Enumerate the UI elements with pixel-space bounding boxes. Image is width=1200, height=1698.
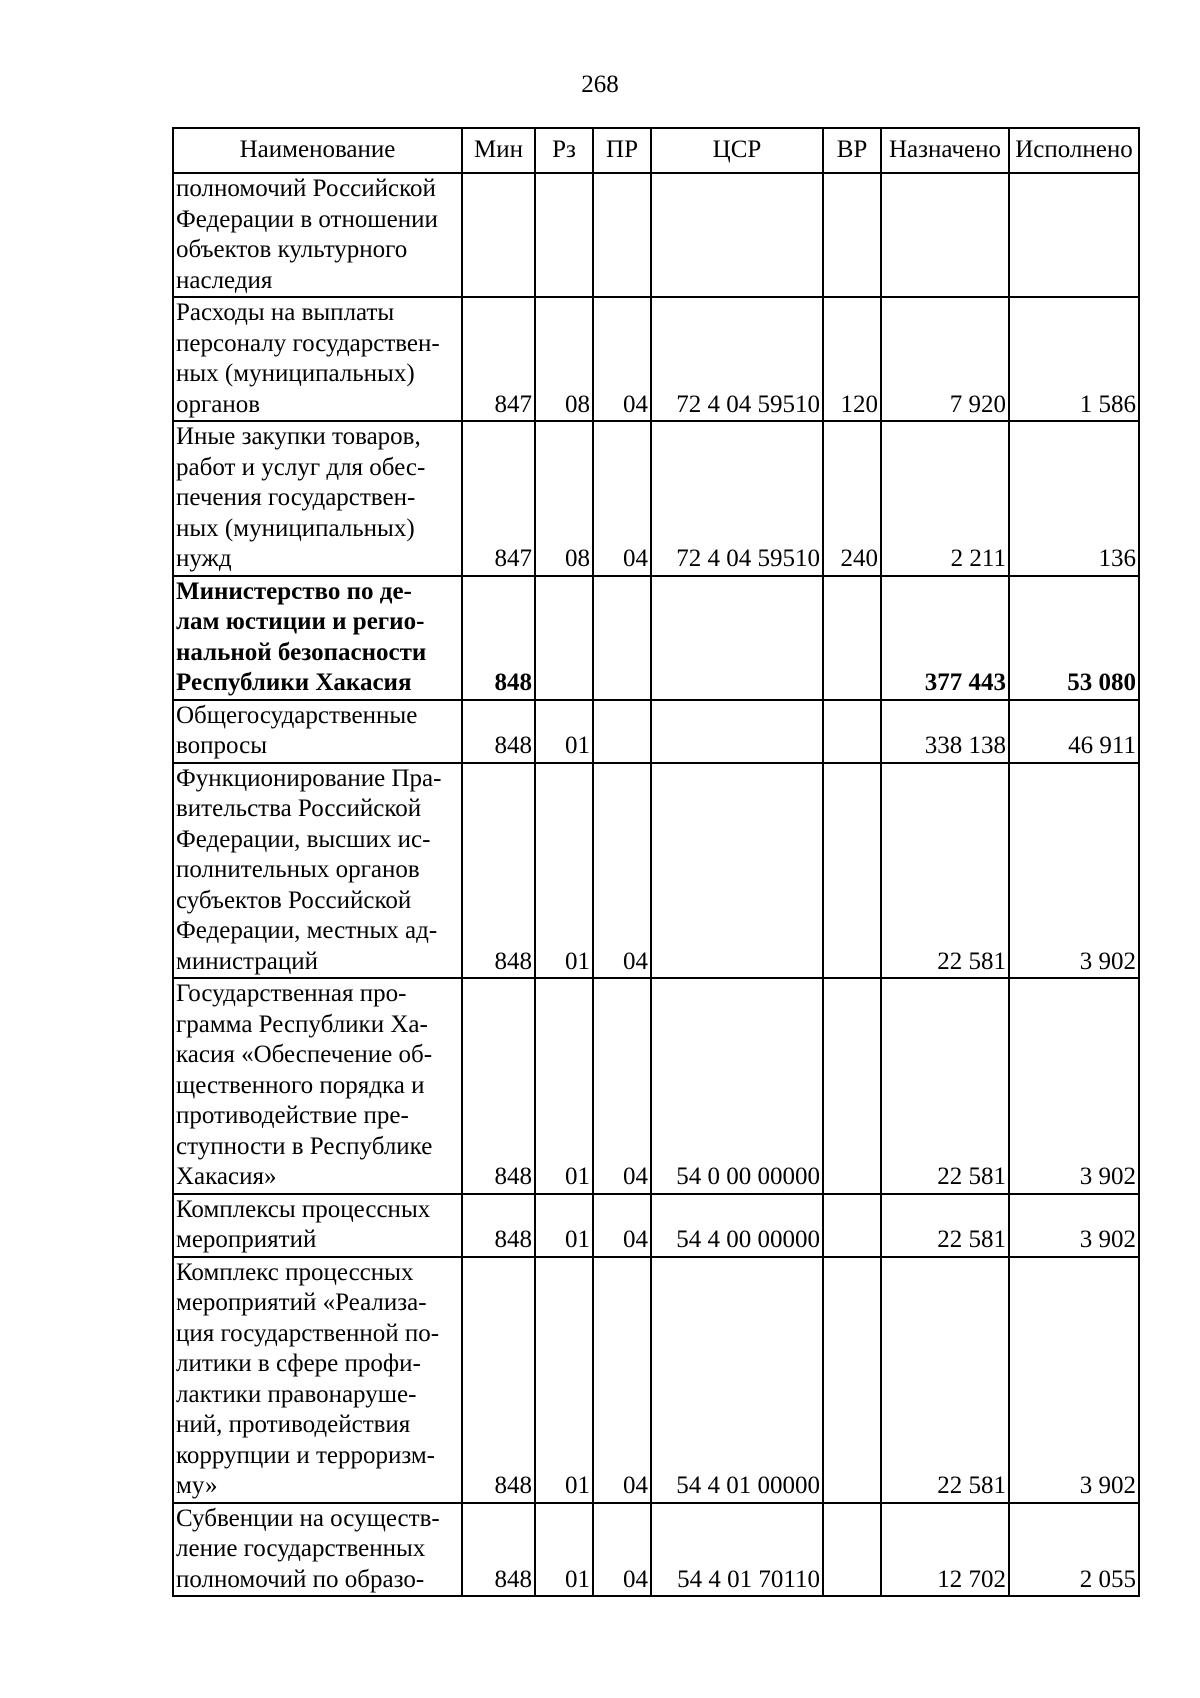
cell-name-line: ных (муниципальных) — [176, 514, 415, 542]
cell-csr: 54 4 01 00000 — [651, 1257, 823, 1503]
cell-name-line: Иные закупки товаров, — [176, 423, 421, 450]
header-rz: Рз — [535, 128, 593, 173]
table-row — [173, 576, 1139, 700]
cell-csr: 72 4 04 59510 — [651, 421, 823, 576]
table-row — [173, 1503, 1139, 1597]
cell-rz: 01 — [535, 763, 593, 979]
table-body — [173, 173, 1139, 1596]
cell-rz: 08 — [535, 297, 593, 421]
cell-name-line: мероприятий «Реализа- — [176, 1289, 427, 1316]
cell-pr — [593, 173, 651, 297]
table-row — [173, 1257, 1139, 1503]
cell-pr: 04 — [593, 1257, 651, 1503]
table-row — [173, 297, 1139, 421]
cell-rz: 08 — [535, 421, 593, 576]
table-row — [173, 173, 1139, 297]
cell-assigned: 22 581 — [881, 763, 1009, 979]
cell-vr — [823, 978, 881, 1194]
cell-name-line: лам юстиции и регио- — [176, 608, 425, 635]
header-name: Наименование — [173, 128, 462, 173]
cell-name — [173, 763, 462, 979]
cell-assigned: 7 920 — [881, 297, 1009, 421]
cell-name-line: объектов культурного — [176, 236, 408, 263]
cell-name-line: лактики правонаруше- — [176, 1380, 417, 1408]
header-csr: ЦСР — [651, 128, 823, 173]
cell-name-line: Федерации, высших ис- — [176, 825, 431, 853]
cell-name-line: му» — [176, 1472, 218, 1499]
cell-pr — [593, 700, 651, 763]
table-row — [173, 978, 1139, 1194]
cell-min: 848 — [462, 1503, 535, 1597]
cell-name — [173, 576, 462, 700]
cell-name — [173, 1257, 462, 1503]
cell-csr — [651, 173, 823, 297]
cell-rz — [535, 173, 593, 297]
cell-name-line: министраций — [176, 947, 319, 975]
cell-vr — [823, 173, 881, 297]
cell-executed: 53 080 — [1009, 576, 1139, 700]
table-row — [173, 763, 1139, 979]
cell-name-line: грамма Республики Ха- — [176, 1010, 428, 1038]
cell-name-line: Функционирование Пра- — [176, 764, 442, 792]
cell-assigned: 338 138 — [881, 700, 1009, 763]
cell-rz: 01 — [535, 1194, 593, 1257]
cell-name-line: противодействие пре- — [176, 1102, 409, 1129]
cell-name-line: Расходы на выплаты — [176, 299, 395, 326]
cell-csr: 54 0 00 00000 — [651, 978, 823, 1194]
cell-csr — [651, 763, 823, 979]
cell-min — [462, 173, 535, 297]
cell-pr: 04 — [593, 978, 651, 1194]
cell-csr — [651, 700, 823, 763]
cell-name — [173, 1503, 462, 1597]
cell-name — [173, 421, 462, 576]
cell-vr — [823, 1503, 881, 1597]
cell-name-line: нужд — [176, 545, 232, 572]
cell-name — [173, 1194, 462, 1257]
table-row — [173, 1194, 1139, 1257]
cell-pr: 04 — [593, 1503, 651, 1597]
cell-name-line: щественного порядка и — [176, 1071, 425, 1099]
cell-name-line: мероприятий — [176, 1226, 317, 1253]
cell-vr: 120 — [823, 297, 881, 421]
cell-name — [173, 173, 462, 297]
header-pr: ПР — [593, 128, 651, 173]
cell-assigned: 22 581 — [881, 978, 1009, 1194]
cell-name-line: Федерации, местных ад- — [176, 917, 438, 944]
cell-name-line: полномочий Российской — [176, 175, 436, 202]
cell-vr — [823, 1257, 881, 1503]
cell-csr — [651, 576, 823, 700]
cell-assigned: 2 211 — [881, 421, 1009, 576]
cell-pr — [593, 576, 651, 700]
cell-name-line: Общегосударственные — [176, 701, 418, 729]
cell-pr: 04 — [593, 297, 651, 421]
cell-name-line: вопросы — [176, 732, 268, 759]
cell-vr — [823, 576, 881, 700]
cell-name-line: наследия — [176, 266, 273, 294]
cell-rz: 01 — [535, 700, 593, 763]
cell-executed: 3 902 — [1009, 1257, 1139, 1503]
cell-vr — [823, 700, 881, 763]
table-row — [173, 700, 1139, 763]
cell-name-line: Государственная про- — [176, 980, 407, 1007]
cell-name — [173, 978, 462, 1194]
header-min: Мин — [462, 128, 535, 173]
cell-name-line: Комплексы процессных — [176, 1195, 431, 1223]
cell-name-line: полномочий по образо- — [176, 1565, 425, 1593]
cell-pr: 04 — [593, 763, 651, 979]
cell-name-line: работ и услуг для обес- — [176, 453, 426, 481]
cell-executed: 3 902 — [1009, 763, 1139, 979]
cell-name-line: Комплекс процессных — [176, 1258, 414, 1286]
budget-table — [172, 127, 1140, 1597]
cell-vr — [823, 763, 881, 979]
cell-rz — [535, 576, 593, 700]
cell-name-line: ление государственных — [176, 1535, 426, 1562]
header-assigned: Назначено — [881, 128, 1009, 173]
cell-executed: 2 055 — [1009, 1503, 1139, 1597]
cell-name-line: полнительных органов — [176, 856, 420, 883]
cell-rz: 01 — [535, 1257, 593, 1503]
cell-name-line: Хакасия» — [176, 1163, 277, 1190]
cell-name-line: Федерации в отношении — [176, 205, 438, 233]
cell-assigned — [881, 173, 1009, 297]
cell-name-line: литики в сфере профи- — [176, 1350, 421, 1377]
cell-name — [173, 297, 462, 421]
cell-executed — [1009, 173, 1139, 297]
cell-csr: 54 4 01 70110 — [651, 1503, 823, 1597]
cell-name-line: органов — [176, 390, 261, 418]
cell-name-line: касия «Обеспечение об- — [176, 1041, 433, 1068]
cell-min: 848 — [462, 763, 535, 979]
cell-name-line: нальной безопасности — [176, 638, 427, 666]
cell-name-line: ступности в Республике — [176, 1132, 433, 1160]
cell-assigned: 12 702 — [881, 1503, 1009, 1597]
cell-name — [173, 700, 462, 763]
cell-executed: 46 911 — [1009, 700, 1139, 763]
cell-name-line: Республики Хакасия — [176, 669, 412, 696]
cell-assigned: 22 581 — [881, 1257, 1009, 1503]
cell-pr: 04 — [593, 1194, 651, 1257]
cell-name-line: ция государственной по- — [176, 1319, 440, 1347]
cell-name-line: Субвенции на осуществ- — [176, 1504, 440, 1532]
cell-min: 848 — [462, 978, 535, 1194]
cell-executed: 136 — [1009, 421, 1139, 576]
cell-assigned: 377 443 — [881, 576, 1009, 700]
cell-name-line: Министерство по де- — [176, 577, 412, 605]
cell-name-line: печения государствен- — [176, 484, 416, 511]
cell-min: 848 — [462, 700, 535, 763]
cell-min: 848 — [462, 576, 535, 700]
cell-executed: 1 586 — [1009, 297, 1139, 421]
header-executed: Исполнено — [1009, 128, 1139, 173]
cell-name-line: ных (муниципальных) — [176, 360, 415, 387]
cell-name-line: субъектов Российской — [176, 886, 412, 914]
cell-name-line: персоналу государствен- — [176, 329, 440, 357]
table-header-row — [173, 128, 1139, 173]
cell-pr: 04 — [593, 421, 651, 576]
cell-rz: 01 — [535, 1503, 593, 1597]
cell-rz: 01 — [535, 978, 593, 1194]
cell-assigned: 22 581 — [881, 1194, 1009, 1257]
cell-name-line: ний, противодействия — [176, 1411, 411, 1438]
cell-min: 847 — [462, 421, 535, 576]
cell-name-line: коррупции и терроризм- — [176, 1441, 436, 1469]
header-vr: ВР — [823, 128, 881, 173]
cell-csr: 54 4 00 00000 — [651, 1194, 823, 1257]
cell-csr: 72 4 04 59510 — [651, 297, 823, 421]
page-number: 268 — [581, 71, 619, 98]
cell-min: 848 — [462, 1194, 535, 1257]
cell-executed: 3 902 — [1009, 978, 1139, 1194]
cell-min: 847 — [462, 297, 535, 421]
cell-name-line: вительства Российской — [176, 795, 422, 822]
cell-executed: 3 902 — [1009, 1194, 1139, 1257]
cell-min: 848 — [462, 1257, 535, 1503]
table-row — [173, 421, 1139, 576]
cell-vr — [823, 1194, 881, 1257]
cell-vr: 240 — [823, 421, 881, 576]
